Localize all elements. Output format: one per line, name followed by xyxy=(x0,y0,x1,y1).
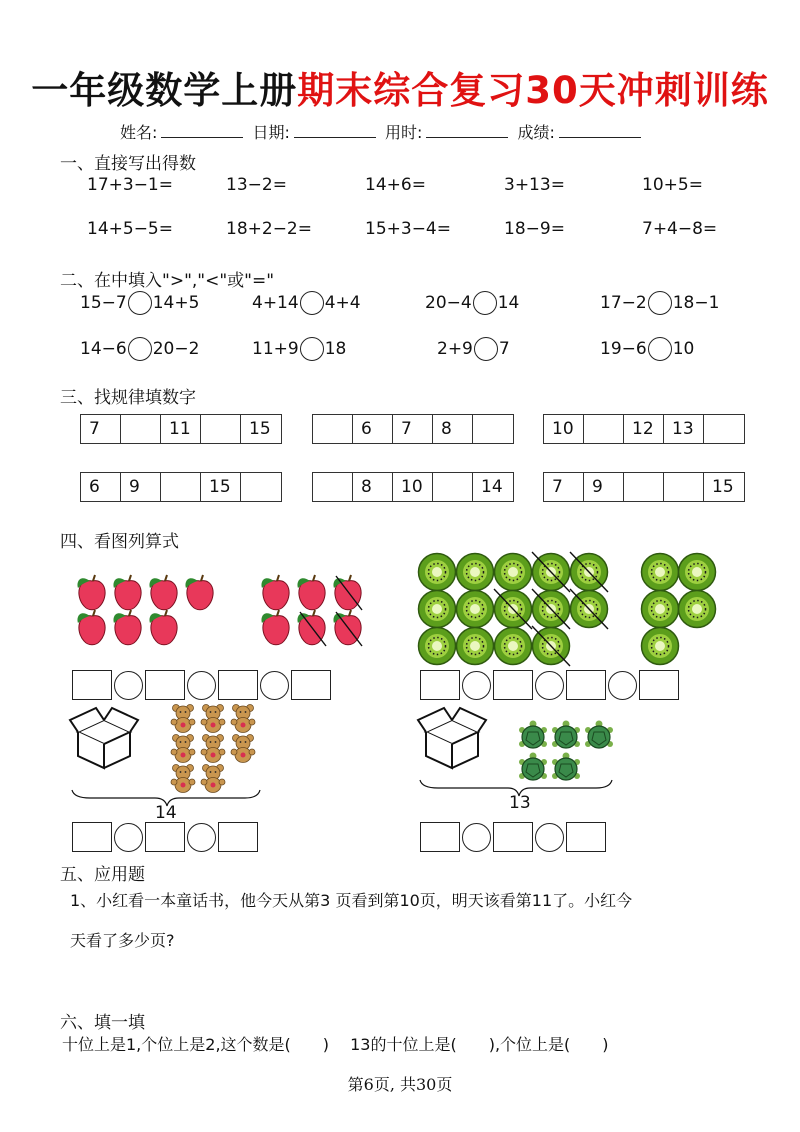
operator-circle[interactable] xyxy=(114,671,143,700)
seq-cell[interactable] xyxy=(473,415,513,443)
answer-circle[interactable] xyxy=(473,291,497,315)
kiwi-icon xyxy=(642,628,679,665)
answer-box[interactable] xyxy=(420,822,460,852)
answer-box[interactable] xyxy=(566,822,606,852)
teddy-bear-icon xyxy=(231,735,255,763)
box-icon xyxy=(418,708,486,768)
problem: 15+3−4= xyxy=(365,219,451,239)
operator-circle[interactable] xyxy=(114,823,143,852)
answer-circle[interactable] xyxy=(300,291,324,315)
kiwi-icon xyxy=(457,591,494,628)
sequence-row xyxy=(543,472,745,502)
problem: 13−2= xyxy=(226,175,287,195)
sequence-row xyxy=(80,472,282,502)
problem: 14+6= xyxy=(365,175,426,195)
answer-box[interactable] xyxy=(72,822,112,852)
seq-cell[interactable]: 15 xyxy=(712,477,734,497)
seq-cell[interactable]: 10 xyxy=(393,473,433,501)
seq-cell[interactable] xyxy=(241,473,281,501)
teddy-bear-icon xyxy=(171,705,195,733)
total-label: 13 xyxy=(509,793,531,813)
sequence-row xyxy=(543,414,745,444)
apple-icon xyxy=(298,575,326,610)
seq-cell[interactable] xyxy=(664,473,704,501)
turtle-icon xyxy=(519,753,547,781)
seq-cell[interactable] xyxy=(121,415,161,443)
seq-cell[interactable]: 9 xyxy=(121,473,161,501)
kiwi-icon xyxy=(495,628,532,665)
apple-icon xyxy=(150,610,178,645)
page-footer: 第6页, 共30页 xyxy=(347,1075,453,1094)
answer-box[interactable] xyxy=(145,822,185,852)
turtle-icon xyxy=(552,721,580,749)
teddy-bear-icon xyxy=(171,765,195,793)
turtle-icon xyxy=(519,721,547,749)
answer-circle[interactable] xyxy=(128,337,152,361)
problem: 18−9= xyxy=(504,219,565,239)
word-problem-line: 天看了多少页? xyxy=(70,931,175,950)
apple-icon xyxy=(78,610,106,645)
name-blank[interactable] xyxy=(161,123,243,138)
compare-item: 11+9 18 xyxy=(252,339,347,359)
kiwi-icon xyxy=(457,554,494,591)
compare-item: 15−7 14+5 xyxy=(80,293,200,313)
box-icon xyxy=(70,708,138,768)
compare-item: 2+9 7 xyxy=(437,339,510,359)
answer-box[interactable] xyxy=(145,670,185,700)
seq-cell[interactable] xyxy=(704,415,744,443)
compare-item: 19−6 10 xyxy=(600,339,695,359)
operator-circle[interactable] xyxy=(608,671,637,700)
turtle-group xyxy=(519,721,613,781)
teddy-bear-icon xyxy=(171,735,195,763)
fill-in-line: 十位上是1,个位上是2,这个数是( ) 13的十位上是( ),个位上是( ) xyxy=(62,1035,609,1054)
sequence-row xyxy=(312,414,514,444)
kiwi-icon xyxy=(642,591,679,628)
turtle-icon xyxy=(552,753,580,781)
seq-cell[interactable]: 11 xyxy=(161,415,201,443)
equation-row xyxy=(72,670,331,700)
seq-cell[interactable]: 6 xyxy=(353,415,393,443)
answer-box[interactable] xyxy=(72,670,112,700)
answer-circle[interactable] xyxy=(474,337,498,361)
problem: 7+4−8= xyxy=(642,219,718,239)
date-blank[interactable] xyxy=(294,123,376,138)
seq-cell[interactable] xyxy=(433,473,473,501)
problem: 18+2−2= xyxy=(226,219,312,239)
operator-circle[interactable] xyxy=(535,823,564,852)
kiwi-icon xyxy=(419,591,456,628)
answer-box[interactable] xyxy=(639,670,679,700)
answer-box[interactable] xyxy=(420,670,460,700)
answer-circle[interactable] xyxy=(128,291,152,315)
equation-row xyxy=(420,670,679,700)
kiwi-icon xyxy=(419,554,456,591)
seq-cell[interactable]: 7 xyxy=(544,473,584,501)
apple-icon xyxy=(114,575,142,610)
teddy-bear-icon xyxy=(231,705,255,733)
seq-cell[interactable] xyxy=(313,415,353,443)
compare-item: 20−4 14 xyxy=(425,293,520,313)
problem: 10+5= xyxy=(642,175,703,195)
student-info: 姓名: 日期: 用时: 成绩: xyxy=(120,120,645,143)
answer-box[interactable] xyxy=(218,670,258,700)
apple-icon xyxy=(114,610,142,645)
seq-cell[interactable]: 8 xyxy=(433,415,473,443)
seq-cell[interactable] xyxy=(624,473,664,501)
seq-cell[interactable]: 14 xyxy=(481,477,503,497)
operator-circle[interactable] xyxy=(535,671,564,700)
seq-cell[interactable]: 6 xyxy=(81,473,121,501)
operator-circle[interactable] xyxy=(260,671,289,700)
compare-item: 17−2 18−1 xyxy=(600,293,720,313)
operator-circle[interactable] xyxy=(462,823,491,852)
answer-box[interactable] xyxy=(218,822,258,852)
page-title: 一年级数学上册期末综合复习30天冲刺训练 xyxy=(31,69,769,112)
kiwi-group xyxy=(642,554,716,665)
seq-cell[interactable] xyxy=(161,473,201,501)
kiwi-icon xyxy=(457,628,494,665)
seq-cell[interactable]: 9 xyxy=(584,473,624,501)
answer-circle[interactable] xyxy=(648,337,672,361)
operator-circle[interactable] xyxy=(462,671,491,700)
apple-icon xyxy=(186,575,214,610)
seq-cell[interactable]: 10 xyxy=(544,415,584,443)
seq-cell[interactable]: 8 xyxy=(353,473,393,501)
seq-cell[interactable]: 15 xyxy=(201,473,241,501)
seq-cell[interactable]: 12 xyxy=(624,415,664,443)
section-2-heading: 二、在中填入">","<"或"=" xyxy=(60,271,275,291)
equation-row xyxy=(72,822,258,852)
seq-cell[interactable] xyxy=(313,473,353,501)
section-1-heading: 一、直接写出得数 xyxy=(60,154,196,174)
section-3-heading: 三、找规律填数字 xyxy=(60,388,196,408)
compare-item: 14−6 20−2 xyxy=(80,339,200,359)
seq-cell[interactable]: 7 xyxy=(393,415,433,443)
seq-cell[interactable]: 13 xyxy=(664,415,704,443)
operator-circle[interactable] xyxy=(187,823,216,852)
sequence-row xyxy=(80,414,282,444)
score-blank[interactable] xyxy=(559,123,641,138)
section-4-heading: 四、看图列算式 xyxy=(60,532,179,552)
apple-icon xyxy=(262,575,290,610)
sequence-row xyxy=(312,472,514,502)
problem: 3+13= xyxy=(504,175,565,195)
time-blank[interactable] xyxy=(426,123,508,138)
kiwi-icon xyxy=(642,554,679,591)
seq-cell[interactable]: 15 xyxy=(249,419,271,439)
compare-item: 4+14 4+4 xyxy=(252,293,361,313)
problem: 17+3−1= xyxy=(87,175,173,195)
total-label: 14 xyxy=(155,803,177,823)
kiwi-icon xyxy=(679,591,716,628)
teddy-bear-icon xyxy=(201,765,225,793)
answer-box[interactable] xyxy=(291,670,331,700)
answer-circle[interactable] xyxy=(648,291,672,315)
kiwi-icon xyxy=(419,628,456,665)
seq-cell[interactable] xyxy=(584,415,624,443)
word-problem-line: 1、小红看一本童话书，他今天从第3 页看到第10页，明天该看第11了。小红今 xyxy=(70,891,633,910)
section-6-heading: 六、填一填 xyxy=(60,1013,145,1033)
section-5-heading: 五、应用题 xyxy=(60,865,145,885)
apple-icon xyxy=(262,610,290,645)
bear-group xyxy=(171,705,255,793)
kiwi-icon xyxy=(495,554,532,591)
apple-icon xyxy=(150,575,178,610)
teddy-bear-icon xyxy=(201,735,225,763)
answer-box[interactable] xyxy=(493,822,533,852)
answer-box[interactable] xyxy=(566,670,606,700)
turtle-icon xyxy=(585,721,613,749)
kiwi-icon xyxy=(679,554,716,591)
answer-circle[interactable] xyxy=(300,337,324,361)
apple-icon xyxy=(78,575,106,610)
problem: 14+5−5= xyxy=(87,219,173,239)
seq-cell[interactable] xyxy=(201,415,241,443)
operator-circle[interactable] xyxy=(187,671,216,700)
answer-box[interactable] xyxy=(493,670,533,700)
seq-cell[interactable]: 7 xyxy=(81,415,121,443)
equation-row xyxy=(420,822,606,852)
picture-problems xyxy=(0,540,800,870)
teddy-bear-icon xyxy=(201,705,225,733)
